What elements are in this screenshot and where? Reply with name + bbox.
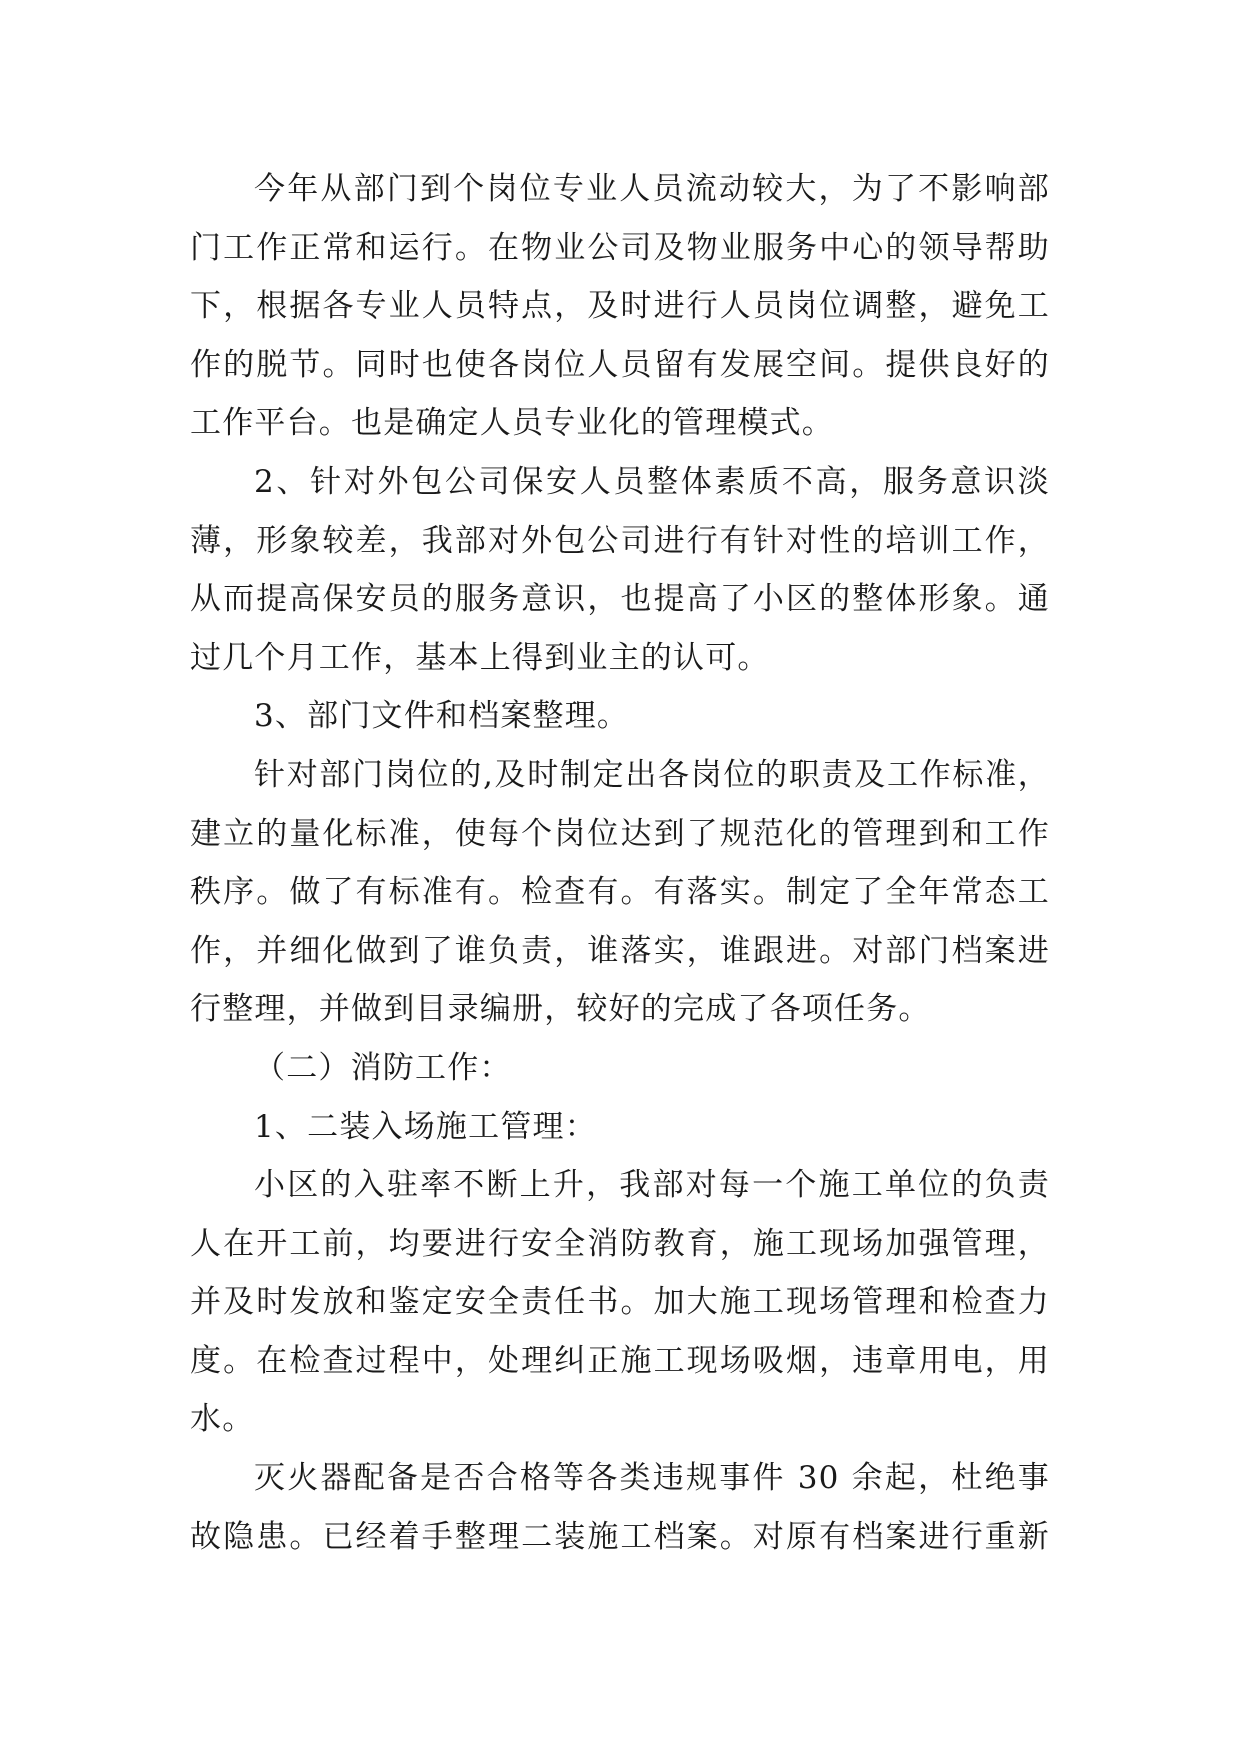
- text-line: 故隐患。已经着手整理二装施工档案。对原有档案进行重新: [190, 1518, 1050, 1555]
- paragraph-extinguishers: [190, 1449, 1050, 1566]
- paragraph-construction-management: [190, 1156, 1050, 1449]
- text-line: 秩序。做了有标准有。检查有。有落实。制定了全年常态工: [190, 874, 1050, 911]
- paragraph-job-standards: [190, 746, 1050, 1039]
- text-line: 2、针对外包公司保安人员整体素质不高，服务意识淡: [254, 463, 1050, 500]
- text-line: 针对部门岗位的,及时制定出各岗位的职责及工作标准，: [254, 756, 1050, 793]
- text-line: 度。在检查过程中，处理纠正施工现场吸烟，违章用电，用: [190, 1342, 1050, 1379]
- text-line: 1、二装入场施工管理：: [254, 1108, 597, 1145]
- text-line: 水。: [190, 1401, 255, 1438]
- paragraph-heading-archives: [190, 687, 1050, 746]
- text-line: 小区的入驻率不断上升，我部对每一个施工单位的负责: [254, 1167, 1050, 1204]
- text-line: 门工作正常和运行。在物业公司及物业服务中心的领导帮助: [190, 229, 1050, 266]
- paragraph-heading-construction: [190, 1098, 1050, 1157]
- paragraph-security-training: [190, 453, 1050, 687]
- section-heading-fire: [190, 1039, 1050, 1098]
- text-line: 3、部门文件和档案整理。: [254, 698, 630, 735]
- document-body: [190, 160, 1050, 1566]
- text-line: 作，并细化做到了谁负责，谁落实，谁跟进。对部门档案进: [190, 932, 1050, 969]
- text-line: 建立的量化标准，使每个岗位达到了规范化的管理到和工作: [190, 815, 1050, 852]
- paragraph-staffing: [190, 160, 1050, 453]
- text-line: 工作平台。也是确定人员专业化的管理模式。: [190, 405, 834, 442]
- text-line: 人在开工前，均要进行安全消防教育，施工现场加强管理，: [190, 1225, 1050, 1262]
- text-line: 行整理，并做到目录编册，较好的完成了各项任务。: [190, 991, 931, 1028]
- text-line: 灭火器配备是否合格等各类违规事件 30 余起，杜绝事: [254, 1460, 1050, 1497]
- text-line: 作的脱节。同时也使各岗位人员留有发展空间。提供良好的: [190, 346, 1050, 383]
- text-line: 从而提高保安员的服务意识，也提高了小区的整体形象。通: [190, 581, 1050, 618]
- text-line: （二）消防工作：: [254, 1049, 512, 1086]
- text-line: 今年从部门到个岗位专业人员流动较大，为了不影响部: [254, 171, 1050, 207]
- text-line: 并及时发放和鉴定安全责任书。加大施工现场管理和检查力: [190, 1284, 1050, 1321]
- text-line: 下，根据各专业人员特点，及时进行人员岗位调整，避免工: [190, 288, 1050, 325]
- text-line: 过几个月工作，基本上得到业主的认可。: [190, 639, 770, 676]
- text-line: 薄，形象较差，我部对外包公司进行有针对性的培训工作，: [190, 522, 1050, 559]
